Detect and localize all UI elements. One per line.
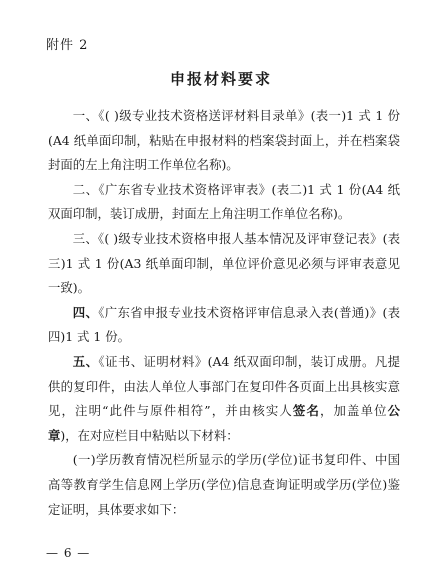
- page-title: 申报材料要求: [169, 70, 272, 88]
- attachment-label: 附件 2: [46, 38, 89, 53]
- item-text: 《证书、证明材料》(A4 纸双面印制，装订成册。凡提供的复印件，由法人单位人事部门在复印件各页面上出具核实意见，注明“此件与原件相符”，并由核实人: [48, 353, 401, 419]
- requirement-item-4: [48, 301, 400, 350]
- seal-emphasis: 公章: [48, 403, 401, 443]
- requirement-item-2: 二、《广东省专业技术资格评审表》(表二)1 式 1 份(A4 纸双面印制，装订成册，封面左上角注明工作单位名称)。: [48, 181, 400, 222]
- requirement-item-1: 一、《( )级专业技术资格送评材料目录单》(表一)1 式 1 份(A4 纸单面印制，粘贴在申报材料的档案袋封面上，并在档案袋封面的左上角注明工作单位名称)。: [48, 108, 400, 173]
- item-number: 五、: [72, 353, 99, 369]
- signature-emphasis: 签名: [292, 403, 320, 419]
- item-text: ，加盖单位: [319, 403, 388, 419]
- requirement-item-3: 三、《( )级专业技术资格申报人基本情况及评审登记表》(表三)1 式 1 份(A3 纸单面印制，单位评价意见必须与评审表意见一致)。: [48, 230, 400, 296]
- requirement-subitem-1: (一)学历教育情况栏所显示的学历(学位)证书复印件、中国高等教育学生信息网上学历(学位)信息查询证明或学历(学位)鉴定证明，具体要求如下：: [48, 452, 400, 517]
- page-number: — 6 —: [46, 546, 91, 560]
- item-number: 四、: [72, 304, 99, 320]
- document-body: [48, 104, 400, 522]
- requirement-item-5: [48, 350, 400, 448]
- item-text: )，在对应栏目中粘贴以下材料：: [60, 427, 239, 443]
- item-text: 《广东省申报专业技术资格评审信息录入表(普通)》(表四)1 式 1 份。: [48, 304, 401, 345]
